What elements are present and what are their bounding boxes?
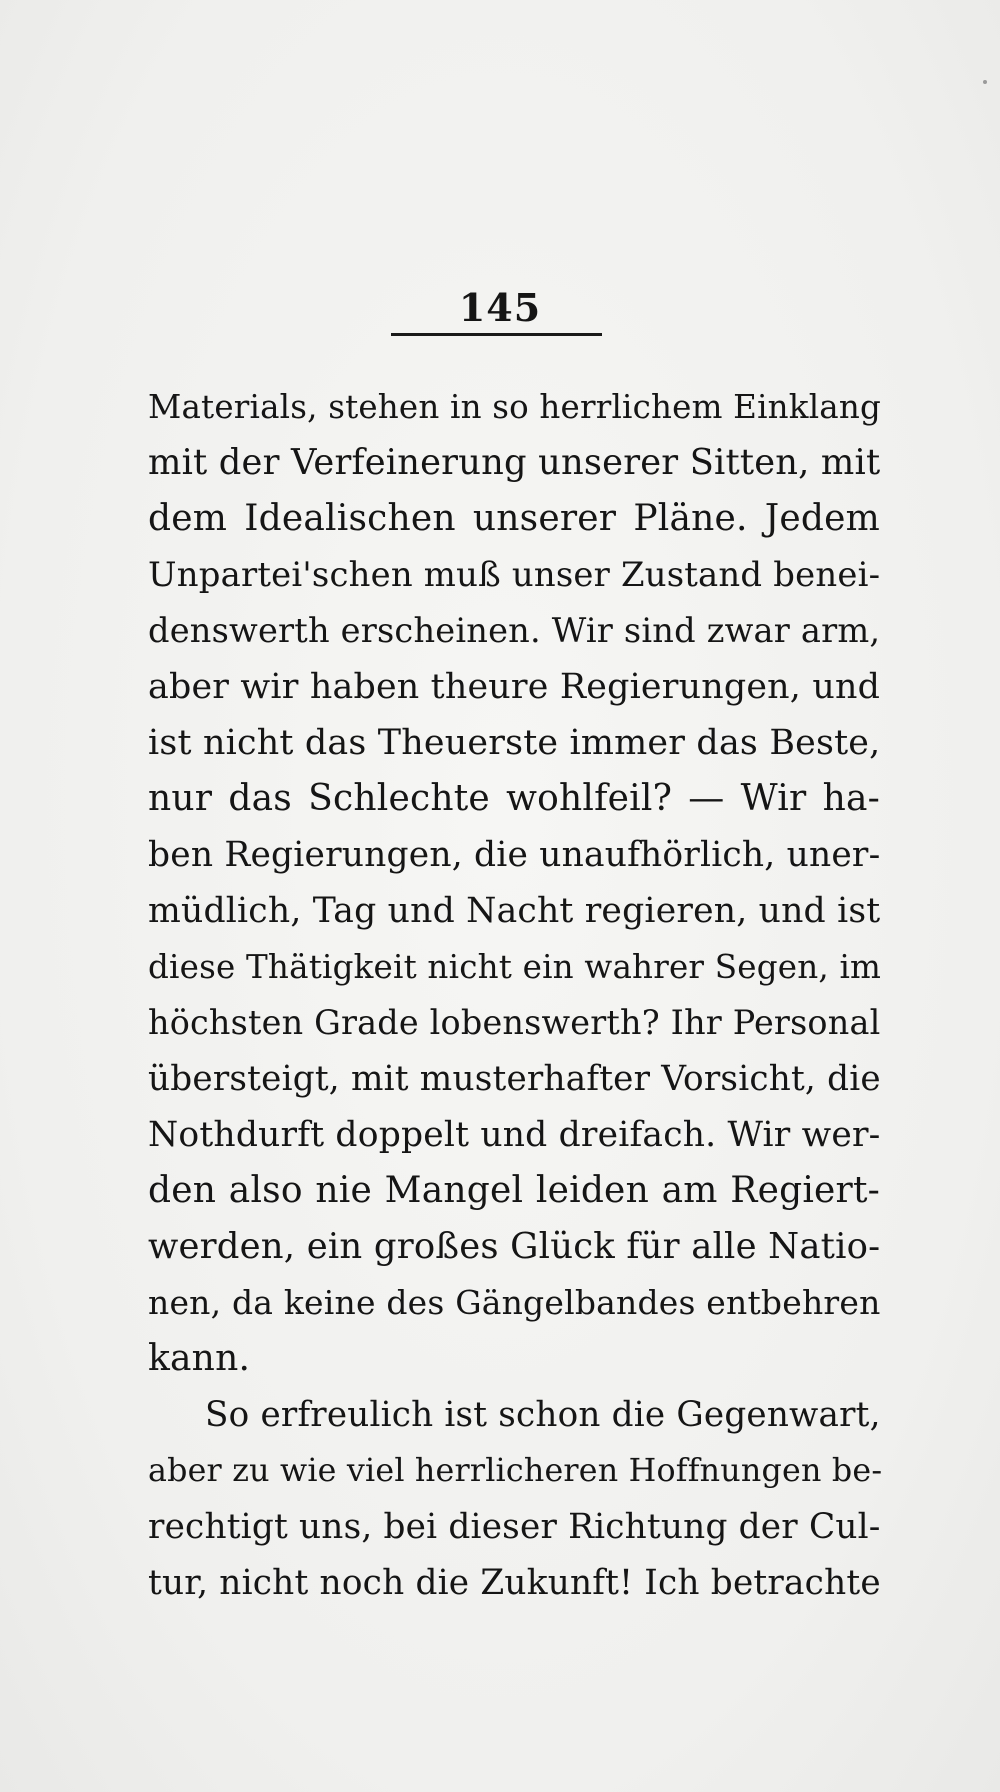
text-line: werden, ein großes Glück für alle Natio- [148,1226,881,1267]
text-line: ben Regierungen, die unaufhörlich, uner- [148,835,881,875]
text-line: ist nicht das Theuerste immer das Beste, [148,723,881,763]
edge-speck [983,80,987,84]
text-line: aber zu wie viel herrlicheren Hoffnungen be- [148,1453,883,1489]
page-number: 145 [458,285,542,330]
text-line: So erfreulich ist schon die Gegenwart, [205,1395,881,1435]
text-line: kann. [148,1338,251,1379]
text-line: nen, da keine des Gängelbandes entbehren [148,1283,881,1322]
header-rule [391,333,602,336]
text-line: aber wir haben theure Regierungen, und [148,667,881,707]
text-line: mit der Verfeinerung unserer Sitten, mit [148,442,881,483]
text-line: höchsten Grade lobenswerth? Ihr Personal [148,1003,881,1042]
text-line: dem Idealischen unserer Pläne. Jedem [148,498,880,539]
text-line: Nothdurft doppelt und dreifach. Wir wer- [148,1115,881,1155]
text-line: den also nie Mangel leiden am Regiert- [148,1170,880,1211]
text-line: müdlich, Tag und Nacht regieren, und ist [148,891,881,931]
text-line: Unpartei'schen muß unser Zustand benei- [148,555,881,594]
text-line: rechtigt uns, bei dieser Richtung der Cul- [148,1507,881,1547]
text-line: nur das Schlechte wohlfeil? — Wir ha- [148,778,880,819]
text-line: Materials, stehen in so herrlichem Einklang [148,388,882,426]
text-line: übersteigt, mit musterhafter Vorsicht, die [148,1059,881,1099]
text-line: diese Thätigkeit nicht ein wahrer Segen, im [148,948,882,986]
text-line: denswerth erscheinen. Wir sind zwar arm, [148,611,881,650]
text-line: tur, nicht noch die Zukunft! Ich betrachte [148,1563,881,1603]
